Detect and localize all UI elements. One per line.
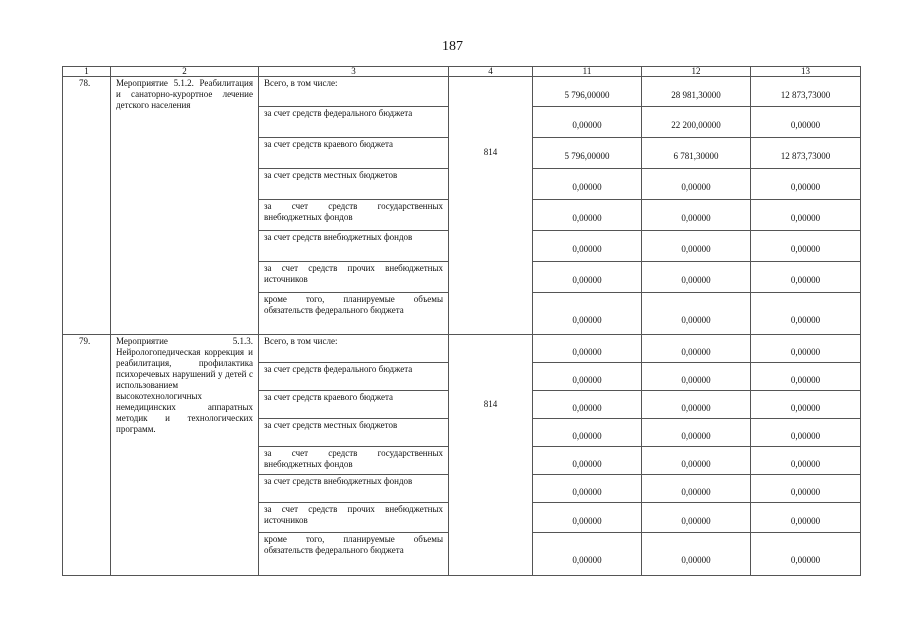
value-cell: 0,00000 [642,447,751,475]
value-cell: 12 873,73000 [751,138,861,169]
value-cell: 0,00000 [751,262,861,293]
funding-source: за счет средств краевого бюджета [259,391,449,419]
table-row [63,77,861,107]
value-cell: 0,00000 [642,169,751,200]
value-cell: 5 796,00000 [533,138,642,169]
value-cell: 0,00000 [751,363,861,391]
funding-source: за счет средств краевого бюджета [259,138,449,169]
funding-source: кроме того, планируемые объемы обязательств федерального бюджета [259,533,449,576]
value-cell: 0,00000 [751,391,861,419]
table-row [63,335,861,363]
measure-title: Мероприятие 5.1.3. Нейрологопедическая коррекция и реабилитация, профилактика психоречевых нарушений у детей с использованием высокотехнологичных немедицинских аппаратных методик и технологических программ. [111,335,259,576]
header-cell: 1 [63,67,111,77]
value-cell: 5 796,00000 [533,77,642,107]
value-cell: 28 981,30000 [642,77,751,107]
funding-source: за счет средств местных бюджетов [259,419,449,447]
value-cell: 0,00000 [533,262,642,293]
value-cell: 0,00000 [533,335,642,363]
funding-source: за счет средств федерального бюджета [259,363,449,391]
page-number: 187 [442,39,463,54]
value-cell: 0,00000 [533,447,642,475]
value-cell: 0,00000 [533,200,642,231]
value-cell: 0,00000 [533,475,642,503]
value-cell: 6 781,30000 [642,138,751,169]
funding-source: за счет средств местных бюджетов [259,169,449,200]
value-cell: 0,00000 [751,293,861,335]
value-cell: 0,00000 [533,231,642,262]
value-cell: 0,00000 [751,533,861,576]
value-cell: 0,00000 [642,335,751,363]
header-cell: 11 [533,67,642,77]
value-cell: 0,00000 [642,419,751,447]
value-cell: 22 200,00000 [642,107,751,138]
budget-table [62,66,861,576]
value-cell: 0,00000 [751,335,861,363]
header-cell: 13 [751,67,861,77]
value-cell: 0,00000 [642,503,751,533]
value-cell: 0,00000 [751,107,861,138]
funding-source: за счет средств государственных внебюджетных фондов [259,447,449,475]
funding-source: за счет средств прочих внебюджетных источников [259,262,449,293]
value-cell: 0,00000 [751,503,861,533]
value-cell: 0,00000 [751,200,861,231]
value-cell: 0,00000 [533,107,642,138]
funding-source: за счет средств федерального бюджета [259,107,449,138]
value-cell: 0,00000 [751,447,861,475]
row-number: 79. [63,335,111,576]
value-cell: 0,00000 [642,293,751,335]
funding-source: Всего, в том числе: [259,77,449,107]
value-cell: 0,00000 [533,419,642,447]
value-cell: 0,00000 [533,169,642,200]
value-cell: 0,00000 [642,200,751,231]
value-cell: 0,00000 [533,503,642,533]
header-cell: 4 [449,67,533,77]
value-cell: 0,00000 [642,475,751,503]
funding-source: за счет средств внебюджетных фондов [259,475,449,503]
value-cell: 0,00000 [642,231,751,262]
value-cell: 0,00000 [533,363,642,391]
value-cell: 0,00000 [533,391,642,419]
value-cell: 0,00000 [533,293,642,335]
value-cell: 0,00000 [533,533,642,576]
value-cell: 0,00000 [751,169,861,200]
value-cell: 0,00000 [751,475,861,503]
header-cell: 3 [259,67,449,77]
code-cell: 814 [449,77,533,335]
code-cell: 814 [449,335,533,576]
table-header-row [63,67,861,77]
header-cell: 12 [642,67,751,77]
funding-source: кроме того, планируемые объемы обязательств федерального бюджета [259,293,449,335]
funding-source: за счет средств прочих внебюджетных источников [259,503,449,533]
header-cell: 2 [111,67,259,77]
funding-source: за счет средств внебюджетных фондов [259,231,449,262]
value-cell: 0,00000 [642,262,751,293]
value-cell: 0,00000 [751,419,861,447]
value-cell: 0,00000 [642,363,751,391]
value-cell: 0,00000 [642,391,751,419]
funding-source: за счет средств государственных внебюджетных фондов [259,200,449,231]
funding-source: Всего, в том числе: [259,335,449,363]
value-cell: 12 873,73000 [751,77,861,107]
value-cell: 0,00000 [751,231,861,262]
value-cell: 0,00000 [642,533,751,576]
row-number: 78. [63,77,111,335]
measure-title: Мероприятие 5.1.2. Реабилитация и санаторно-курортное лечение детского населения [111,77,259,335]
